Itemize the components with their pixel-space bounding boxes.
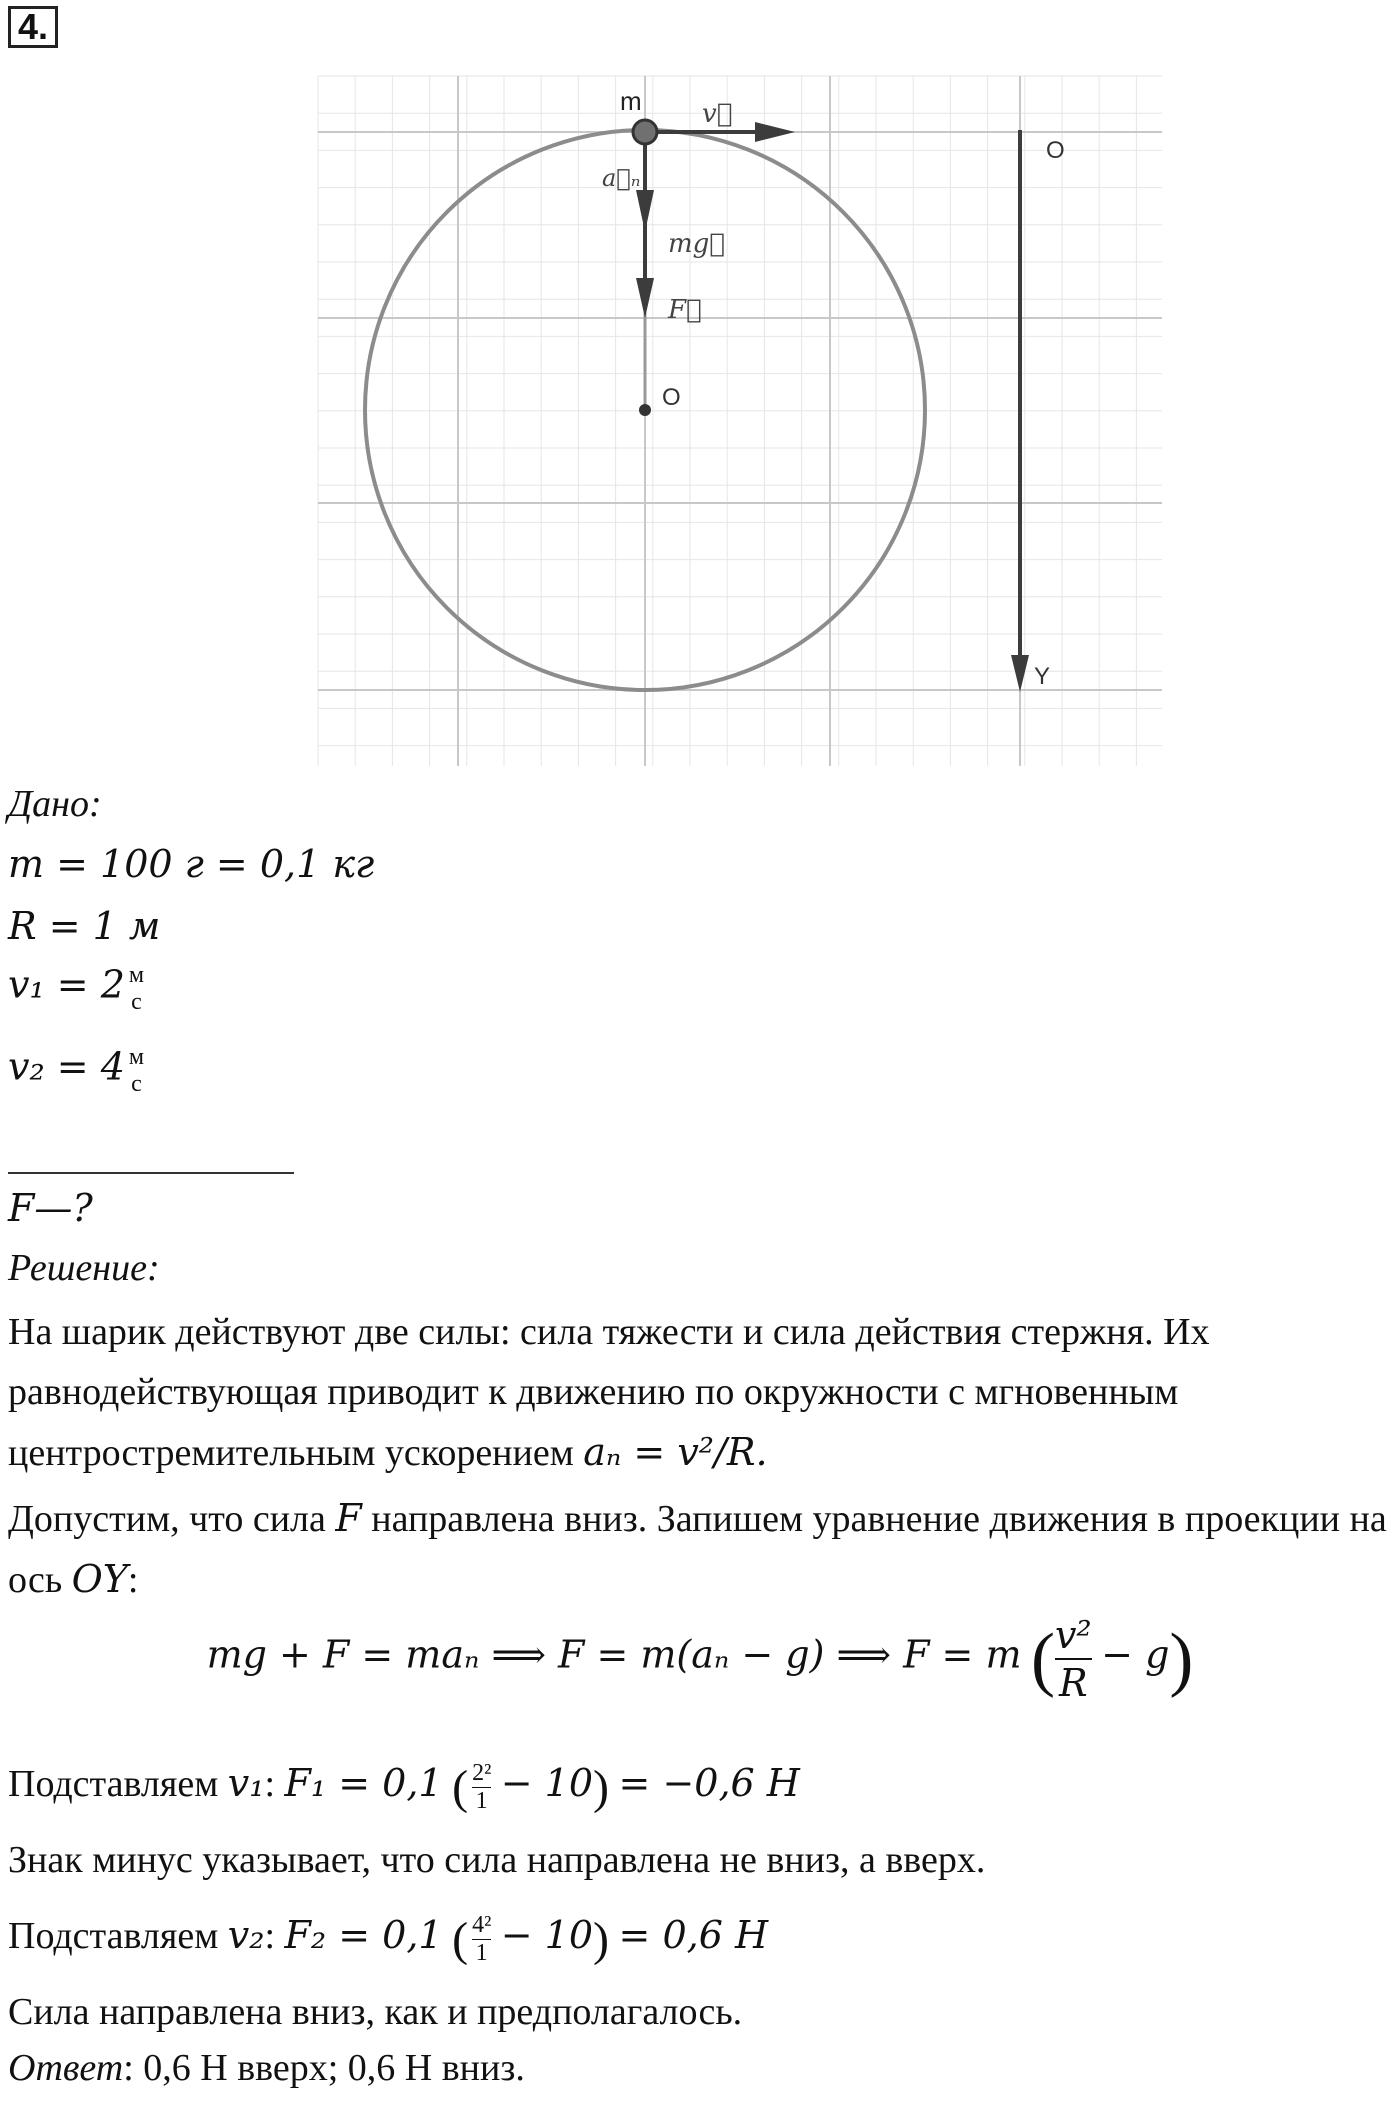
paragraph-1: На шарик действуют две силы: сила тяжести и сила действия стержня. Их равнодействующая приводит к движению по окружности с мгновенным центростремительным ускорением aₙ = v²/R. xyxy=(8,1311,1210,1474)
ball-icon xyxy=(633,120,657,144)
divider xyxy=(8,1172,294,1174)
find-line: F—? xyxy=(8,1186,93,1230)
answer: Ответ: 0,6 Н вверх; 0,6 Н вниз. xyxy=(8,2047,525,2089)
physics-figure xyxy=(0,0,1400,780)
given-v1: v₁ = 2 м с xyxy=(8,962,145,1015)
solution-heading: Решение: xyxy=(8,1247,160,1289)
axis-label: Y xyxy=(1034,663,1051,690)
y-axis-arrow-icon xyxy=(1011,655,1029,692)
force-label: F⃗ xyxy=(668,295,702,325)
given-v2: v₂ = 4 м с xyxy=(8,1044,145,1097)
main-equation: mg + F = maₙ ⟹ F = m(aₙ − g) ⟹ F = m ( $\frac{\text{v²}}{R}$ − g) xyxy=(206,1613,1194,1705)
accel-arrowhead-icon xyxy=(636,190,654,232)
center-label: O xyxy=(662,384,681,411)
given-radius: R = 1 м xyxy=(8,904,161,948)
velocity-label: v⃗ xyxy=(702,99,733,129)
note-2: Сила направлена вниз, как и предполагалось. xyxy=(8,1991,743,2033)
gravity-label: mg⃗ xyxy=(668,229,725,259)
paragraph-2: Допустим, что сила F направлена вниз. Запишем уравнение движения в проекции на ось OY: xyxy=(8,1496,1387,1601)
substitution-2: Подставляем v₂: F₂ = 0,1 ( $\frac{\text{4²}}{1}$ − 10) = 0,6 Н xyxy=(8,1912,769,1966)
force-arrowhead-icon xyxy=(636,278,654,318)
note-1: Знак минус указывает, что сила направлена не вниз, а вверх. xyxy=(8,1839,986,1881)
accel-label: a⃗ₙ xyxy=(602,164,641,192)
problem-number: 4. xyxy=(8,6,58,48)
given-heading: Дано: xyxy=(8,783,102,825)
axis-origin-label: O xyxy=(1046,137,1065,164)
velocity-arrow-icon xyxy=(755,122,795,142)
center-point xyxy=(639,404,651,416)
given-mass: m = 100 г = 0,1 кг xyxy=(8,842,375,886)
substitution-1: Подставляем v₁: F₁ = 0,1 ( $\frac{\text{2²}}{1}$ − 10) = −0,6 Н xyxy=(8,1760,800,1814)
mass-label: m xyxy=(620,86,642,116)
